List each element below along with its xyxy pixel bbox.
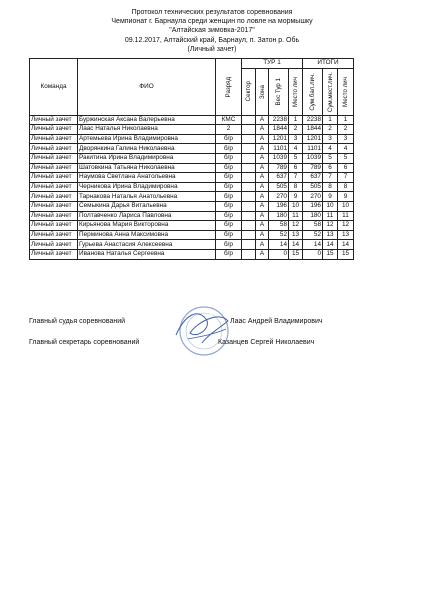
cell-final: 11	[338, 211, 354, 221]
cell-sum: 1844	[303, 125, 323, 135]
cell-weight: 14	[269, 240, 289, 250]
header-line-2: Чемпионат г. Барнаула среди женщин по ловле на мормышку	[111, 18, 313, 26]
cell-final: 13	[338, 230, 354, 240]
cell-sum: 180	[303, 211, 323, 221]
cell-weight: 505	[269, 182, 289, 192]
cell-zone: А	[256, 221, 269, 231]
cell-sum-place: 9	[323, 192, 338, 202]
table-row	[30, 192, 354, 202]
table-row	[30, 173, 354, 183]
cell-weight: 58	[269, 221, 289, 231]
cell-rank: б/р	[216, 230, 242, 240]
cell-sector	[242, 221, 256, 231]
cell-team: Личный зачет	[30, 240, 78, 250]
cell-sum: 789	[303, 163, 323, 173]
cell-sector	[242, 211, 256, 221]
cell-sector	[242, 192, 256, 202]
cell-sum: 52	[303, 230, 323, 240]
table-row	[30, 125, 354, 135]
cell-team: Личный зачет	[30, 192, 78, 202]
cell-sector	[242, 182, 256, 192]
cell-fio: Семыкина Дарья Витальевна	[78, 201, 216, 211]
cell-final: 14	[338, 240, 354, 250]
cell-team: Личный зачет	[30, 125, 78, 135]
table-row	[30, 249, 354, 259]
cell-sum-place: 10	[323, 201, 338, 211]
cell-team: Личный зачет	[30, 201, 78, 211]
cell-sum-place: 15	[323, 249, 338, 259]
cell-place: 11	[289, 211, 303, 221]
cell-fio: Артемьева Ирина Владимировна	[78, 134, 216, 144]
cell-fio: Иванова Наталья Сергеевна	[78, 249, 216, 259]
cell-place: 15	[289, 249, 303, 259]
cell-final: 3	[338, 134, 354, 144]
cell-sum-place: 5	[323, 153, 338, 163]
table-row	[30, 163, 354, 173]
cell-sum: 14	[303, 240, 323, 250]
cell-zone: А	[256, 173, 269, 183]
cell-rank: б/р	[216, 173, 242, 183]
cell-rank: КМС	[216, 115, 242, 125]
cell-place: 8	[289, 182, 303, 192]
cell-place: 14	[289, 240, 303, 250]
cell-sector	[242, 144, 256, 154]
cell-team: Личный зачет	[30, 115, 78, 125]
cell-weight: 1201	[269, 134, 289, 144]
cell-final: 6	[338, 163, 354, 173]
cell-sum-place: 11	[323, 211, 338, 221]
cell-rank: б/р	[216, 221, 242, 231]
cell-final: 2	[338, 125, 354, 135]
cell-sum-place: 12	[323, 221, 338, 231]
cell-rank: 2	[216, 125, 242, 135]
cell-sector	[242, 240, 256, 250]
cell-rank: б/р	[216, 211, 242, 221]
cell-fio: Шатовкина Татьяна Николаевна	[78, 163, 216, 173]
cell-sum-place: 2	[323, 125, 338, 135]
cell-weight: 180	[269, 211, 289, 221]
table-row	[30, 240, 354, 250]
cell-sum-place: 13	[323, 230, 338, 240]
cell-zone: А	[256, 230, 269, 240]
cell-zone: А	[256, 163, 269, 173]
cell-rank: б/р	[216, 134, 242, 144]
cell-place: 12	[289, 221, 303, 231]
cell-team: Личный зачет	[30, 163, 78, 173]
chief-judge-name: Лаас Андрей Владимирович	[230, 318, 323, 325]
cell-place: 4	[289, 144, 303, 154]
document-header	[0, 8, 424, 54]
cell-team: Личный зачет	[30, 134, 78, 144]
cell-fio: Гурьева Анастасия Алексеевна	[78, 240, 216, 250]
results-table	[29, 58, 354, 260]
header-line-4: 09.12.2017, Алтайский край, Барнаул, п. Затон р. Обь	[124, 36, 300, 44]
cell-place: 2	[289, 125, 303, 135]
header-line-5: (Личный зачет)	[187, 45, 237, 53]
cell-sum-place: 7	[323, 173, 338, 183]
col-zone-header: Зона	[256, 68, 269, 115]
cell-sector	[242, 134, 256, 144]
cell-fio: Дворянкина Галина Николаевна	[78, 144, 216, 154]
cell-team: Личный зачет	[30, 211, 78, 221]
cell-sum: 1201	[303, 134, 323, 144]
cell-sector	[242, 230, 256, 240]
cell-sum: 637	[303, 173, 323, 183]
chief-secretary-name: Казанцев Сергей Николаевич	[218, 339, 315, 346]
cell-sum: 1039	[303, 153, 323, 163]
cell-weight: 270	[269, 192, 289, 202]
cell-place: 1	[289, 115, 303, 125]
cell-fio: Полтавченко Лариса Павловна	[78, 211, 216, 221]
cell-place: 9	[289, 192, 303, 202]
cell-fio: Наумова Светлана Анатольевна	[78, 173, 216, 183]
cell-final: 12	[338, 221, 354, 231]
cell-sector	[242, 115, 256, 125]
cell-weight: 52	[269, 230, 289, 240]
cell-zone: А	[256, 144, 269, 154]
cell-fio: Кирьянова Мария Викторовна	[78, 221, 216, 231]
cell-sum: 270	[303, 192, 323, 202]
cell-sector	[242, 163, 256, 173]
cell-fio: Буржинская Аксана Валерьевна	[78, 115, 216, 125]
table-row	[30, 230, 354, 240]
cell-rank: б/р	[216, 192, 242, 202]
cell-team: Личный зачет	[30, 182, 78, 192]
cell-fio: Перминова Анна Максимовна	[78, 230, 216, 240]
cell-weight: 1844	[269, 125, 289, 135]
header-line-1: Протокол технических результатов соревнования	[131, 9, 293, 16]
cell-sector	[242, 173, 256, 183]
cell-team: Личный зачет	[30, 144, 78, 154]
cell-zone: А	[256, 125, 269, 135]
cell-sum: 1101	[303, 144, 323, 154]
chief-secretary-title: Главный секретарь соревнований	[29, 339, 140, 346]
cell-rank: б/р	[216, 182, 242, 192]
table-row	[30, 144, 354, 154]
cell-fio: Ракитина Ирина Владимировна	[78, 153, 216, 163]
cell-sum-place: 3	[323, 134, 338, 144]
cell-team: Личный зачет	[30, 153, 78, 163]
col-place-header: Место лич	[289, 68, 303, 115]
cell-sum-place: 6	[323, 163, 338, 173]
cell-zone: А	[256, 115, 269, 125]
cell-final: 1	[338, 115, 354, 125]
cell-team: Личный зачет	[30, 173, 78, 183]
cell-zone: А	[256, 201, 269, 211]
tour-group-header: ТУР 1	[242, 59, 303, 69]
cell-fio: Тарнакова Наталья Анатольевна	[78, 192, 216, 202]
cell-place: 6	[289, 163, 303, 173]
table-row	[30, 211, 354, 221]
cell-rank: б/р	[216, 153, 242, 163]
col-sector-header: Сектор	[242, 68, 256, 115]
cell-zone: А	[256, 240, 269, 250]
header-line-3: "Алтайская зимовка-2017"	[169, 27, 255, 35]
cell-sum-place: 4	[323, 144, 338, 154]
table-row	[30, 201, 354, 211]
cell-final: 4	[338, 144, 354, 154]
cell-zone: А	[256, 182, 269, 192]
cell-rank: б/р	[216, 144, 242, 154]
cell-fio: Черникова Ирина Владимировна	[78, 182, 216, 192]
cell-rank: б/р	[216, 201, 242, 211]
cell-sum: 505	[303, 182, 323, 192]
cell-team: Личный зачет	[30, 249, 78, 259]
cell-rank: б/р	[216, 163, 242, 173]
cell-sum-place: 1	[323, 115, 338, 125]
cell-final: 15	[338, 249, 354, 259]
col-sum-header: Сум.бал.лич.	[303, 68, 323, 115]
cell-final: 9	[338, 192, 354, 202]
cell-zone: А	[256, 249, 269, 259]
col-sum-place-header: Сум.мест.лич.	[323, 68, 338, 115]
cell-zone: А	[256, 192, 269, 202]
cell-sector	[242, 249, 256, 259]
cell-weight: 196	[269, 201, 289, 211]
totals-group-header: ИТОГИ	[303, 59, 354, 69]
col-fio-header: ФИО	[78, 59, 216, 116]
cell-final: 5	[338, 153, 354, 163]
cell-place: 5	[289, 153, 303, 163]
official-stamp-and-signature	[168, 299, 238, 359]
cell-final: 7	[338, 173, 354, 183]
cell-place: 10	[289, 201, 303, 211]
cell-sum-place: 14	[323, 240, 338, 250]
chief-judge-title: Главный судья соревнований	[29, 318, 126, 325]
cell-fio: Лаас Наталья Николаевна	[78, 125, 216, 135]
table-row	[30, 182, 354, 192]
cell-sum: 0	[303, 249, 323, 259]
col-rank-header: Разряд	[216, 59, 242, 116]
cell-zone: А	[256, 211, 269, 221]
cell-weight: 1101	[269, 144, 289, 154]
cell-weight: 2238	[269, 115, 289, 125]
cell-place: 3	[289, 134, 303, 144]
table-row	[30, 153, 354, 163]
cell-sum: 58	[303, 221, 323, 231]
cell-weight: 789	[269, 163, 289, 173]
cell-sector	[242, 201, 256, 211]
col-weight-header: Вес Тур 1	[269, 68, 289, 115]
cell-rank: б/р	[216, 249, 242, 259]
cell-final: 10	[338, 201, 354, 211]
cell-sum: 196	[303, 201, 323, 211]
cell-zone: А	[256, 153, 269, 163]
cell-sector	[242, 153, 256, 163]
table-row	[30, 134, 354, 144]
cell-weight: 637	[269, 173, 289, 183]
cell-final: 8	[338, 182, 354, 192]
cell-team: Личный зачет	[30, 230, 78, 240]
cell-place: 7	[289, 173, 303, 183]
cell-place: 13	[289, 230, 303, 240]
cell-sector	[242, 125, 256, 135]
table-row	[30, 115, 354, 125]
cell-sum-place: 8	[323, 182, 338, 192]
col-final-place-header: Место лич	[338, 68, 354, 115]
cell-team: Личный зачет	[30, 221, 78, 231]
cell-weight: 1039	[269, 153, 289, 163]
cell-zone: А	[256, 134, 269, 144]
table-row	[30, 221, 354, 231]
col-team-header: Команда	[30, 59, 78, 116]
cell-weight: 0	[269, 249, 289, 259]
cell-rank: б/р	[216, 240, 242, 250]
cell-sum: 2238	[303, 115, 323, 125]
